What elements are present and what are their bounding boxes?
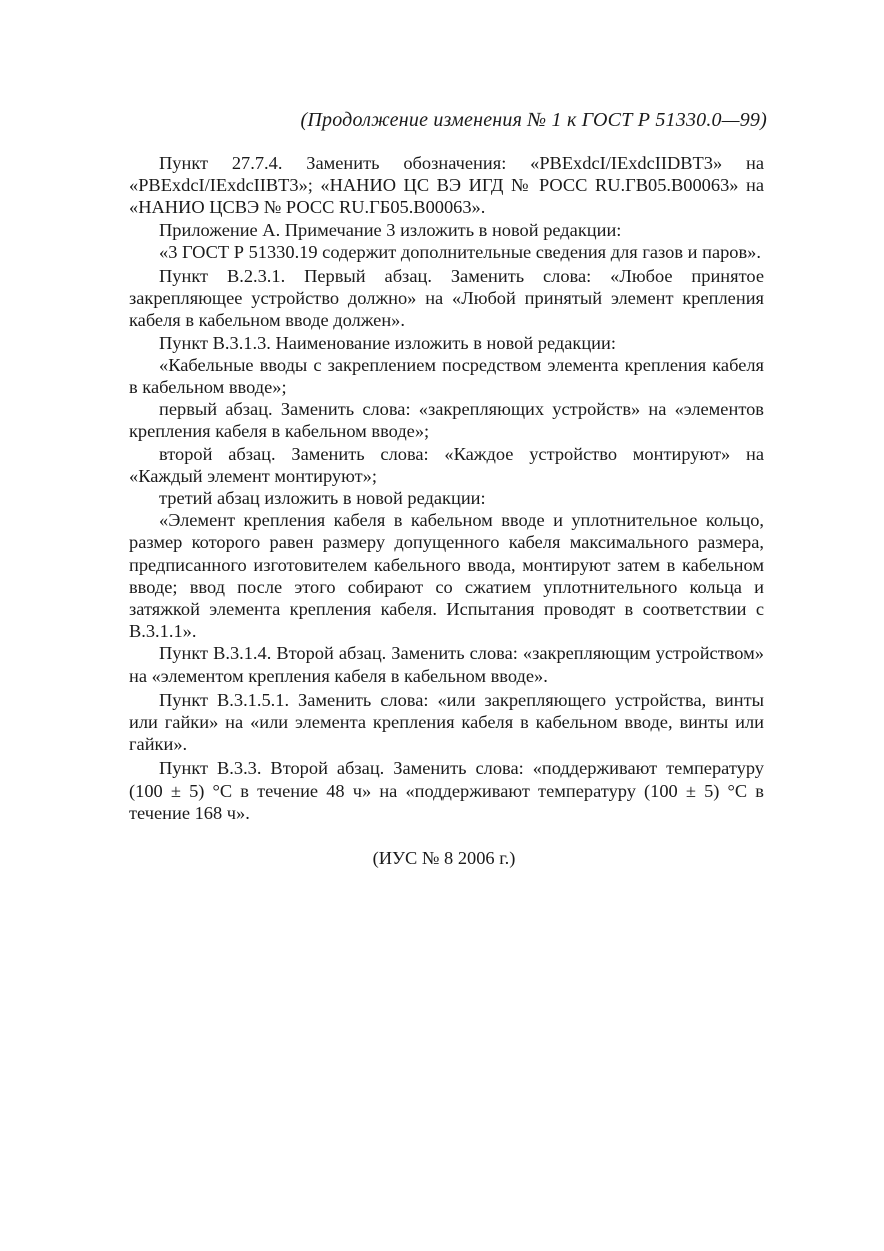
paragraph-second-abzac: второй абзац. Заменить слова: «Каждое устройство монтируют» на «Каждый элемент монтируют»;: [129, 443, 764, 486]
paragraph-third-abzac-text: «Элемент крепления кабеля в кабельном вводе и уплотнительное кольцо, размер которого равен размеру допущенного кабеля максимального размера, предписанного изготовителем кабельного ввода, монтируют затем в кабельном вводе; ввод после этого собирают со сжатием уплотнительного кольца и затяжкой элемента крепления кабеля. Испытания проводят в соответствии с В.3.1.1».: [129, 510, 764, 642]
paragraph-appendix-a: Приложение А. Примечание 3 изложить в новой редакции:: [159, 219, 622, 240]
paragraph-27-7-4: Пункт 27.7.4. Заменить обозначения: «PBExdcI/IExdcIIDBT3» на «PBExdcI/IExdcIIBT3»; «НАНИО ЦС ВЭ ИГД № РОСС RU.ГВ05.В00063» на «НАНИО ЦСВЭ № РОСС RU.ГБ05.В00063».: [129, 153, 764, 218]
paragraph-b-3-1-3-title: «Кабельные вводы с закреплением посредством элемента крепления кабеля в кабельном вводе»;: [129, 354, 764, 398]
document-body: [129, 152, 764, 824]
paragraph-third-abzac: третий абзац изложить в новой редакции:: [159, 488, 486, 509]
paragraph-first-abzac: первый абзац. Заменить слова: «закрепляющих устройств» на «элементов крепления кабеля в кабельном вводе»;: [129, 399, 764, 442]
page-footer: (ИУС № 8 2006 г.): [372, 848, 516, 868]
paragraph-b-3-1-3: Пункт В.3.1.3. Наименование изложить в новой редакции:: [159, 332, 616, 353]
page-header: (Продолжение изменения № 1 к ГОСТ Р 51330.0—99): [300, 109, 767, 131]
paragraph-b-3-3: Пункт В.3.3. Второй абзац. Заменить слова: «поддерживают температуру (100 ± 5) °С в течение 48 ч» на «поддерживают температуру (100 ± 5) °С в течение 168 ч».: [129, 758, 764, 823]
paragraph-b-2-3-1: Пункт В.2.3.1. Первый абзац. Заменить слова: «Любое принятое закрепляющее устройство должно» на «Любой принятый элемент крепления кабеля в кабельном вводе должен».: [129, 266, 764, 331]
paragraph-b-3-1-5-1: Пункт В.3.1.5.1. Заменить слова: «или закрепляющего устройства, винты или гайки» на «или элемента крепления кабеля в кабельном вводе, винты или гайки».: [129, 689, 764, 755]
paragraph-note-3: «3 ГОСТ Р 51330.19 содержит дополнительные сведения для газов и паров».: [159, 241, 761, 262]
paragraph-b-3-1-4: Пункт В.3.1.4. Второй абзац. Заменить слова: «закрепляющим устройством» на «элементом крепления кабеля в кабельном вводе».: [129, 643, 764, 686]
